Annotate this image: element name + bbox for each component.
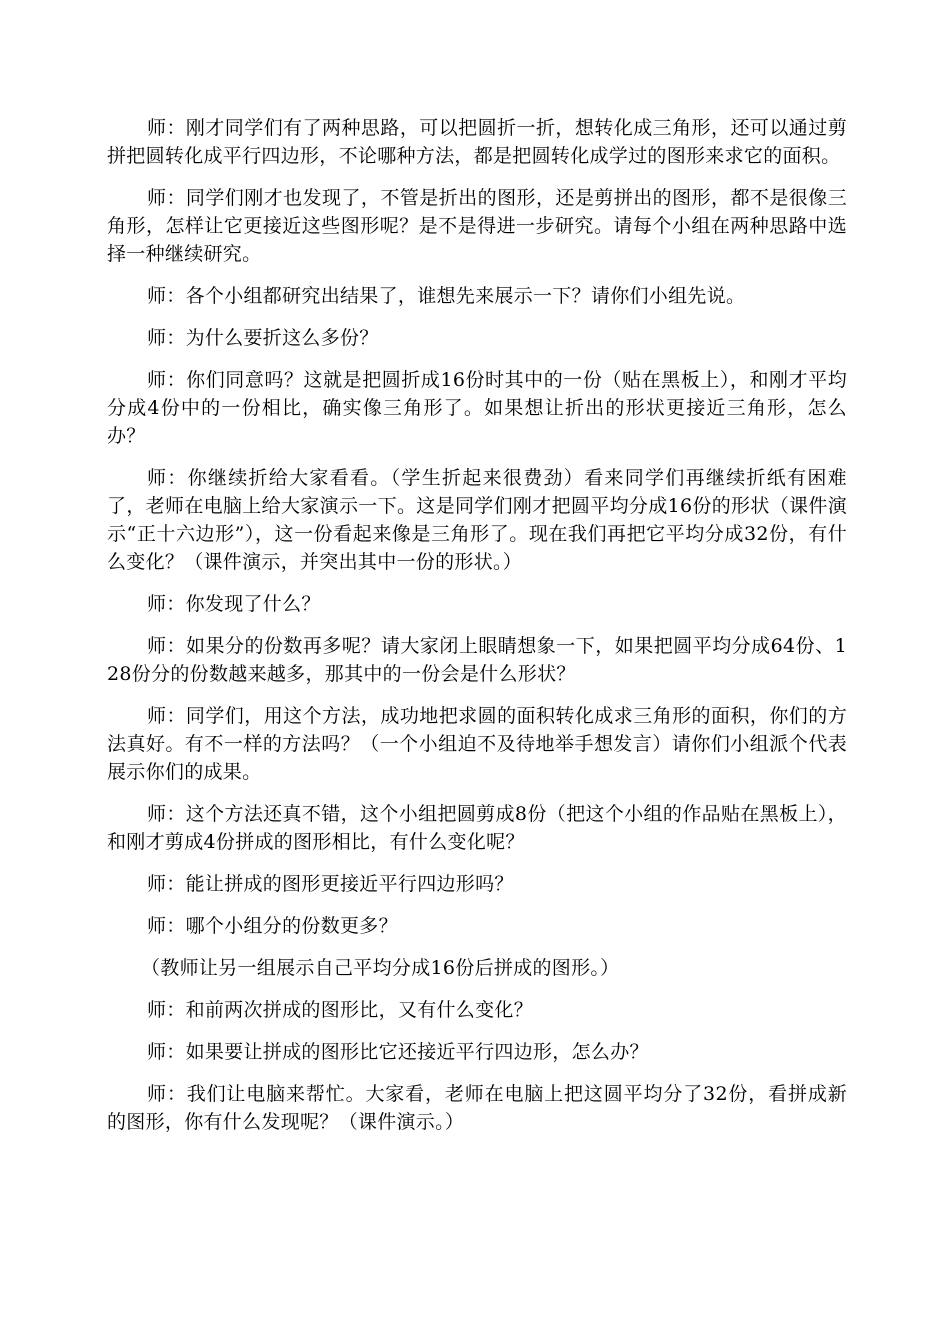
paragraph-5: 师：你们同意吗？这就是把圆折成16份时其中的一份（贴在黑板上），和刚才平均分成4份中的一份相比，确实像三角形了。如果想让折出的形状更接近三角形，怎么办？ [107, 369, 847, 447]
paragraph-1: 师：刚才同学们有了两种思路，可以把圆折一折，想转化成三角形，还可以通过剪拼把圆转化成平行四边形，不论哪种方法，都是把圆转化成学过的图形来求它的面积。 [107, 117, 847, 167]
document-body [107, 114, 847, 1150]
paragraph-3: 师：各个小组都研究出结果了，谁想先来展示一下？请你们小组先说。 [147, 285, 746, 307]
paragraph-11: 师：能让拼成的图形更接近平行四边形吗？ [147, 873, 514, 895]
paragraph-12: 师：哪个小组分的份数更多？ [147, 915, 398, 937]
paragraph-10: 师：这个方法还真不错，这个小组把圆剪成8份（把这个小组的作品贴在黑板上），和刚才剪成4份拼成的图形相比，有什么变化呢？ [107, 803, 847, 853]
paragraph-7: 师：你发现了什么？ [147, 593, 321, 615]
paragraph-15: 师：如果要让拼成的图形比它还接近平行四边形，怎么办？ [147, 1041, 649, 1063]
paragraph-8: 师：如果分的份数再多呢？请大家闭上眼睛想象一下，如果把圆平均分成64份、128份分的份数越来越多，那其中的一份会是什么形状？ [107, 635, 847, 685]
paragraph-14: 师：和前两次拼成的图形比，又有什么变化？ [147, 999, 534, 1021]
stage-direction-paragraph: （教师让另一组展示自己平均分成16份后拼成的图形。） [141, 957, 620, 979]
paragraph-9: 师：同学们，用这个方法，成功地把求圆的面积转化成求三角形的面积，你们的方法真好。有不一样的方法吗？（一个小组迫不及待地举手想发言）请你们小组派个代表展示你们的成果。 [107, 705, 847, 783]
paragraph-6: 师：你继续折给大家看看。（学生折起来很费劲）看来同学们再继续折纸有困难了，老师在电脑上给大家演示一下。这是同学们刚才把圆平均分成16份的形状（课件演示“正十六边形”），这一份看起来像是三角形了。现在我们再把它平均分成32份，有什么变化？（课件演示，并突出其中一份的形状。） [107, 467, 847, 573]
paragraph-16: 师：我们让电脑来帮忙。大家看，老师在电脑上把这圆平均分了32份，看拼成新的图形，你有什么发现呢？（课件演示。） [107, 1083, 847, 1133]
paragraph-2: 师：同学们刚才也发现了，不管是折出的图形，还是剪拼出的图形，都不是很像三角形，怎样让它更接近这些图形呢？是不是得进一步研究。请每个小组在两种思路中选择一种继续研究。 [107, 187, 847, 265]
paragraph-4: 师：为什么要折这么多份？ [147, 327, 379, 349]
